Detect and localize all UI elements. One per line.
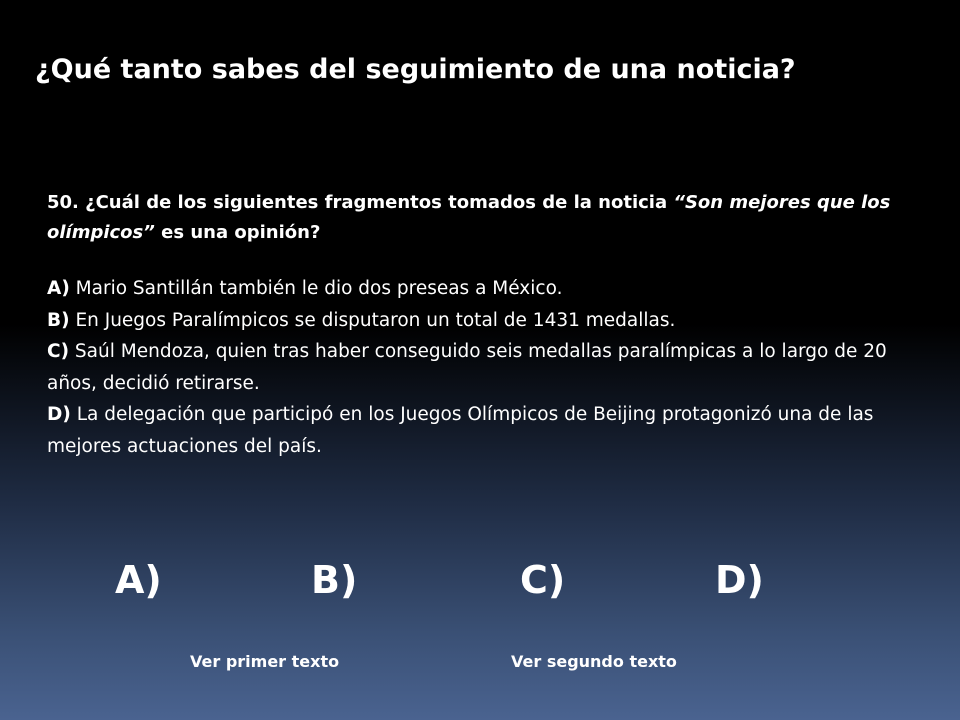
answer-buttons: [0, 558, 960, 618]
option-letter: A): [47, 278, 70, 299]
slide-title: ¿Qué tanto sabes del seguimiento de una noticia?: [35, 54, 796, 85]
answer-b-button[interactable]: B): [311, 558, 358, 602]
option-d: [47, 399, 907, 462]
option-a: [47, 273, 907, 305]
view-second-text-link[interactable]: Ver segundo texto: [511, 652, 677, 671]
option-letter: C): [47, 341, 70, 362]
option-letter: B): [47, 309, 70, 331]
question-suffix: es una opinión?: [154, 222, 321, 243]
answer-c-button[interactable]: C): [520, 558, 566, 602]
option-text: Saúl Mendoza, quien tras haber conseguido seis medallas paralímpicas a lo largo de 20 años, decidió retirarse.: [47, 341, 887, 394]
question-block: [47, 188, 907, 462]
option-b: [47, 305, 907, 337]
option-text: La delegación que participó en los Juegos Olímpicos de Beijing protagonizó una de las mejores actuaciones del país.: [47, 404, 874, 457]
question-prefix: 50. ¿Cuál de los siguientes fragmentos tomados de la noticia: [47, 192, 674, 213]
view-first-text-link[interactable]: Ver primer texto: [190, 652, 340, 671]
option-text: En Juegos Paralímpicos se disputaron un total de 1431 medallas.: [69, 309, 676, 331]
option-letter: D): [47, 404, 71, 425]
question-quoted-title: “Son mejores que los olímpicos”: [47, 192, 891, 243]
option-c: [47, 336, 907, 399]
question-text: [47, 188, 907, 248]
answer-d-button[interactable]: D): [715, 558, 764, 602]
answer-a-button[interactable]: A): [115, 558, 162, 602]
option-text: Mario Santillán también le dio dos preseas a México.: [69, 278, 563, 299]
options-list: [47, 273, 907, 462]
